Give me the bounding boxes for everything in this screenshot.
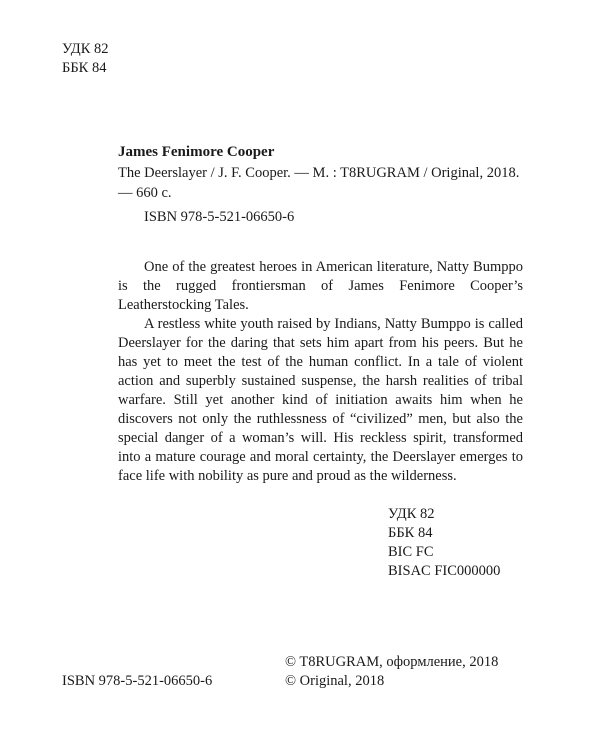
bbk-code: ББК 84 bbox=[388, 525, 433, 541]
bic-code: BIC FC bbox=[388, 544, 434, 560]
udk-code: УДК 82 bbox=[388, 506, 435, 522]
author-name: James Fenimore Cooper bbox=[118, 144, 275, 160]
annotation-paragraph: One of the greatest heroes in American literature, Natty Bumppo is the rugged frontiersman of James Fenimore Cooper’s Leatherstocking Tales. bbox=[118, 259, 523, 313]
copyright-line: © T8RUGRAM, оформление, 2018 bbox=[285, 654, 499, 670]
copyright-block bbox=[285, 653, 498, 691]
isbn-top: ISBN 978-5-521-06650-6 bbox=[144, 209, 295, 225]
isbn-bottom: ISBN 978-5-521-06650-6 bbox=[62, 673, 213, 689]
classification-codes-top bbox=[62, 40, 109, 78]
bisac-code: BISAC FIC000000 bbox=[388, 563, 501, 579]
bibliographic-record: The Deerslayer / J. F. Cooper. — M. : T8RUGRAM / Original, 2018. — 660 c. bbox=[118, 165, 520, 201]
classification-codes-bottom bbox=[388, 505, 500, 581]
copyright-line: © Original, 2018 bbox=[285, 673, 385, 689]
annotation bbox=[118, 258, 523, 486]
bbk-code: ББК 84 bbox=[62, 60, 107, 76]
udk-code: УДК 82 bbox=[62, 41, 109, 57]
annotation-paragraph: A restless white youth raised by Indians, Natty Bumppo is called Deerslayer for the daring that sets him apart from his peers. But he has yet to meet the test of the human conflict. In a tale of violent action and superbly sustained suspense, the harsh realities of tribal warfare. Still yet another kind of initiation awaits him when he discovers not only the ruthlessness of “civilized” men, but also the special danger of a woman’s will. His reckless spirit, transformed into a mature courage and moral certainty, the Deerslayer emerges to face life with nobility as pure and proud as the wilderness. bbox=[118, 316, 523, 484]
